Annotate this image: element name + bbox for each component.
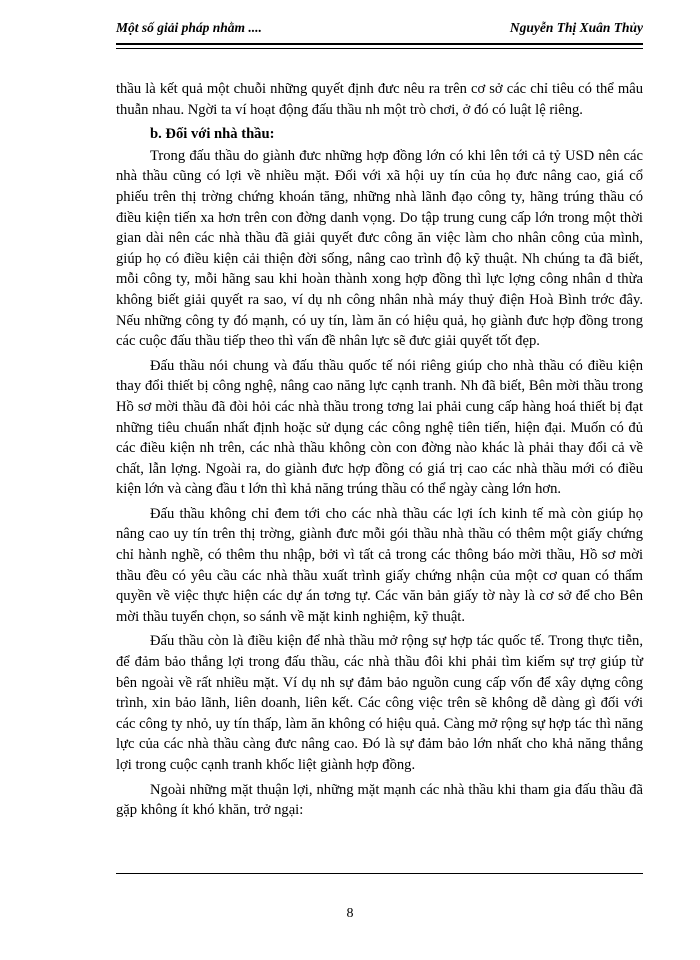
footer-divider [116,873,643,874]
section-subheading: b. Đối với nhà thầu: [150,126,275,143]
page-number: 8 [346,906,354,921]
paragraph-difficulties: Ngoài những mặt thuận lợi, những mặt mạnh các nhà thầu khi tham gia đấu thầu đã gặp không ít khó khăn, trở ngại: [116,781,643,819]
paragraph-cooperation: Đấu thầu còn là điều kiện để nhà thầu mở rộng sự hợp tác quốc tế. Trong thực tiễn, để đảm bảo thắng lợi trong đấu thầu, các nhà thầu đôi khi phải tìm kiếm sự trợ giúp từ bên ngoài về rất nhiều mặt. Ví dụ nh sự đảm bảo nguồn cung cấp vốn để xây dựng công trình, xin bảo lãnh, liên doanh, liên kết. Các công việc trên sẽ không dễ dàng gì đối với các công ty nhỏ, uy tín thấp, làm ăn không có hiệu quả. Càng mở rộng sự hợp tác thì năng lực của các nhà thầu càng đưc nâng cao. Đó là sự đảm bảo lớn nhất cho khả năng thắng lợi trong cuộc cạnh tranh khốc liệt giành hợp đồng. [116,633,643,773]
paragraph-continuation: thầu là kết quả một chuỗi những quyết định đưc nêu ra trên cơ sở các chỉ tiêu có thể mâu thuẫn nhau. Ngời ta ví hoạt động đấu thầu nh một trò chơi, ở đó có luật lệ riêng. [116,81,643,118]
page-body [116,79,643,825]
running-header [116,20,643,40]
paragraph-reputation: Đấu thầu không chỉ đem tới cho các nhà thầu các lợi ích kinh tế mà còn giúp họ nâng cao uy tín trên thị trờng, giành đưc mỗi gói thầu nhà thầu có thêm một giấy chứng chỉ hành nghề, có thêm thu nhập, bởi vì tất cả trong các thông báo mời thầu, Hồ sơ mời thầu đều có yêu cầu các nhà thầu xuất trình giấy chứng nhận của một cơ quan có thẩm quyền về việc thực hiện các dự án tơng tự. Các văn bản giấy tờ này là cơ sở để cho Bên mời thầu tuyển chọn, so sánh về mặt kinh nghiệm, kỹ thuật. [116,505,643,625]
header-title: Một số giải pháp nhằm .... [116,20,262,35]
header-author: Nguyễn Thị Xuân Thủy [509,20,643,35]
paragraph-benefits: Trong đấu thầu do giành đưc những hợp đồng lớn có khi lên tới cả tỷ USD nên các nhà thầu cũng có lợi về nhiều mặt. Đối với xã hội uy tín của họ đưc nâng cao, giá cổ phiếu trên thị trờng chứng khoán tăng, những nhà lãnh đạo công ty, hãng trúng thầu có điều kiện tiến xa hơn trên con đờng danh vọng. Do tập trung cung cấp lớn trong một thời gian dài nên các nhà thầu đã giải quyết đưc công ăn việc làm cho nhân công của mình, giúp họ có điều kiện cải thiện đời sống, nâng cao trình độ kỹ thuật. Nh chúng ta đã biết, mỗi công ty, mỗi hãng sau khi hoàn thành xong hợp đồng thì lực lợng công nhân d thừa không biết giải quyết ra sao, ví dụ nh công nhân nhà máy thuỷ điện Hoà Bình trớc đây. Nếu những công ty đó mạnh, có uy tín, làm ăn có hiệu quả, họ giành đưc hợp đồng trong các cuộc đấu thầu tiếp theo thì vấn đề nhân lực sẽ đưc giải quyết tốt đẹp. [116,147,643,350]
header-divider [116,43,643,49]
paragraph-technology: Đấu thầu nói chung và đấu thầu quốc tế nói riêng giúp cho nhà thầu có điều kiện thay đổi thiết bị công nghệ, nâng cao năng lực cạnh tranh. Nh đã biết, Bên mời thầu trong Hồ sơ mời thầu đã đòi hỏi các nhà thầu trong tơng lai phải cung cấp hàng hoá thiết bị đạt những tiêu chuẩn nhất định hoặc sử dụng các công nghệ tiên tiến, hiện đại. Muốn có đủ các điều kiện nh trên, các nhà thầu không còn con đờng nào khác là phải thay đổi cả về chất, lẫn lợng. Ngoài ra, do giành đưc hợp đồng có giá trị cao các nhà thầu mới có điều kiện lớn và càng đầu t lớn thì khả năng trúng thầu có thể ngày càng lớn hơn. [116,357,643,498]
